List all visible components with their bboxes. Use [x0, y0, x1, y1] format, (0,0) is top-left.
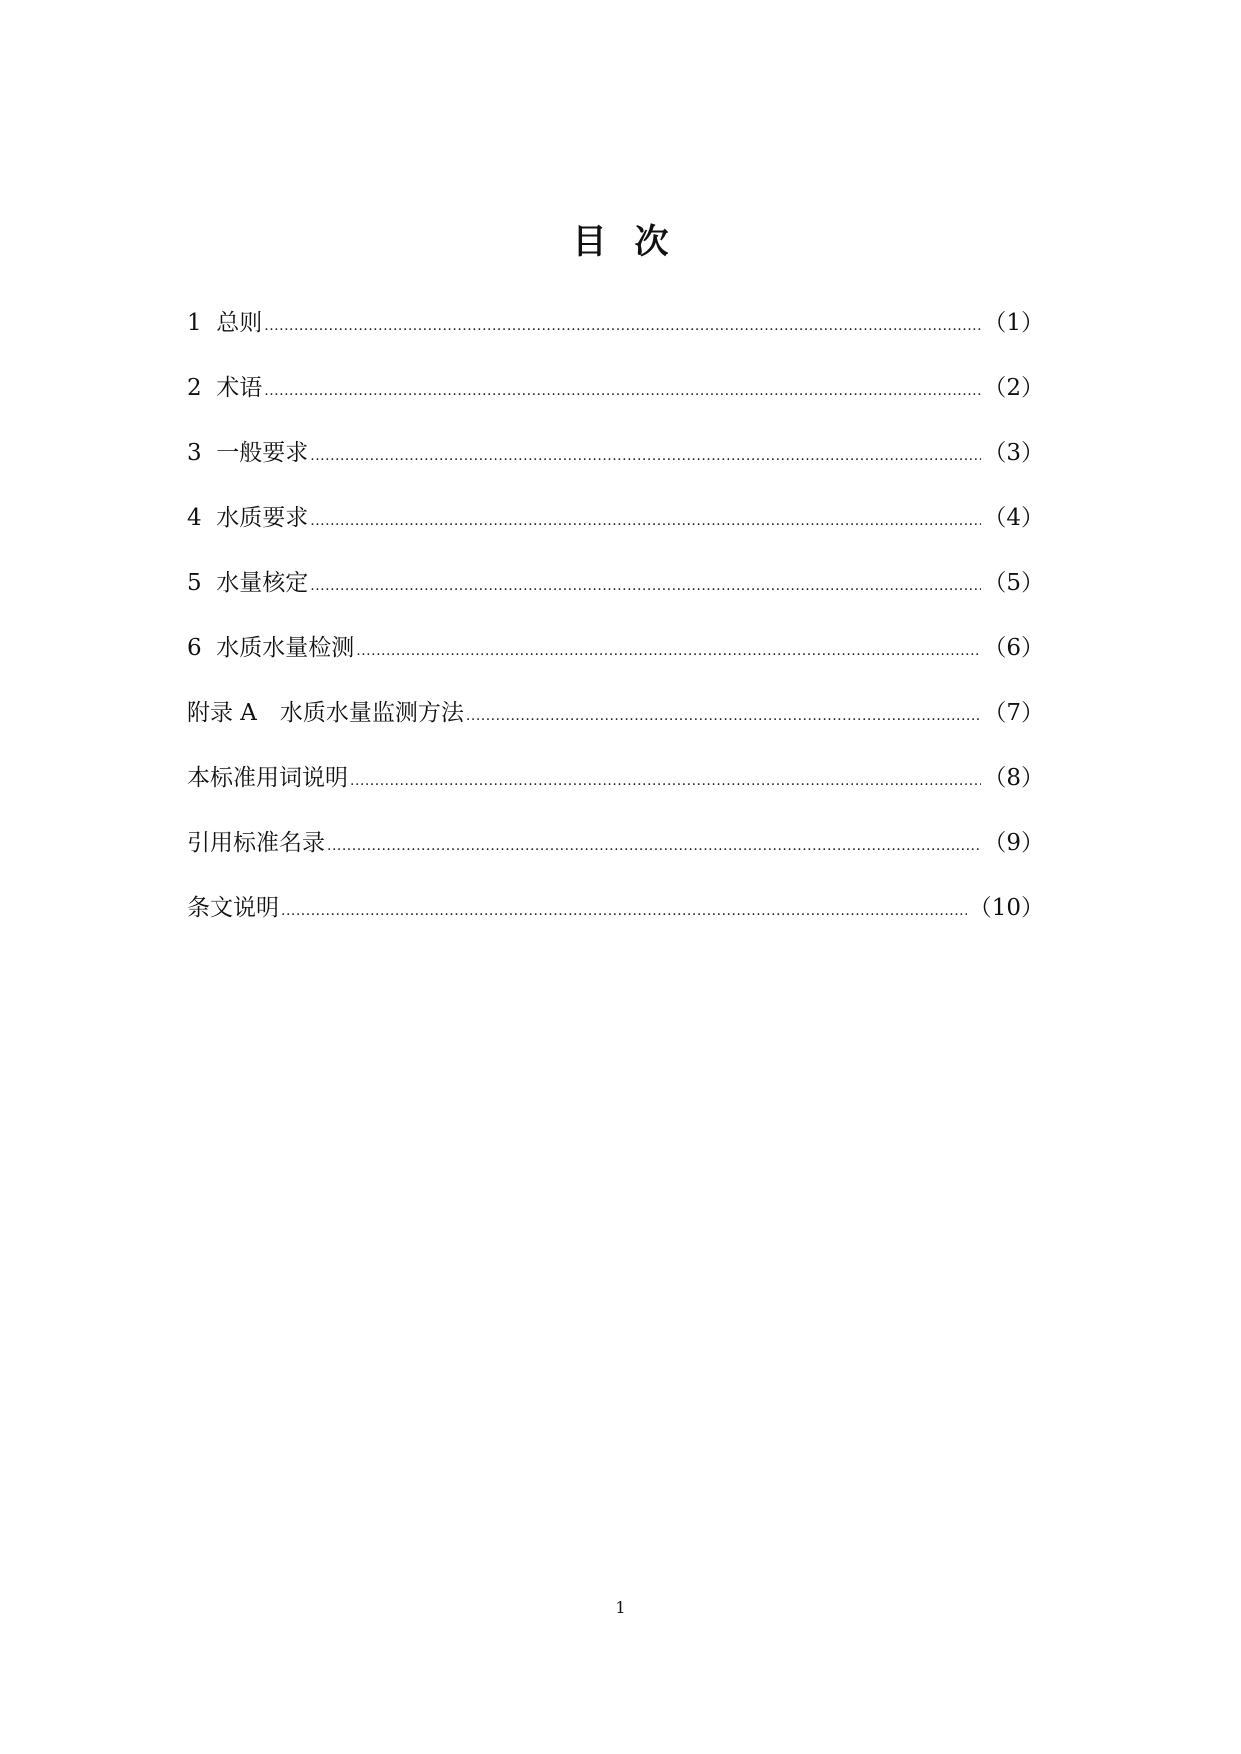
toc-entry-label: 本标准用词说明	[187, 765, 348, 791]
toc-leader-dots	[327, 831, 981, 861]
toc-entry-general-provisions[interactable]	[187, 308, 1044, 373]
toc-entry-water-quality-requirements[interactable]	[187, 503, 1044, 568]
toc-entry-page: （3）	[983, 440, 1044, 466]
toc-entry-wording-explanation[interactable]	[187, 763, 1044, 828]
toc-entry-page: （5）	[983, 570, 1044, 596]
toc-entry-page: （6）	[983, 635, 1044, 661]
table-of-contents	[187, 308, 1044, 958]
toc-entry-label: 2 术语	[187, 375, 263, 401]
toc-entry-water-quantity-verification[interactable]	[187, 568, 1044, 633]
toc-leader-dots	[310, 571, 981, 601]
toc-entry-label: 4 水质要求	[187, 505, 309, 531]
toc-entry-label: 条文说明	[187, 895, 279, 921]
toc-leader-dots	[281, 896, 967, 926]
toc-entry-page: （4）	[983, 505, 1044, 531]
toc-entry-page: （9）	[983, 830, 1044, 856]
toc-entry-page: （1）	[983, 310, 1044, 336]
toc-entry-label: 3 一般要求	[187, 440, 309, 466]
toc-leader-dots	[264, 311, 981, 341]
page-title	[0, 222, 1241, 262]
toc-leader-dots	[466, 701, 981, 731]
toc-leader-dots	[264, 376, 981, 406]
toc-entry-page: （10）	[968, 895, 1044, 921]
page-number: 1	[615, 1598, 626, 1617]
title-part-1: 目	[572, 222, 607, 262]
toc-entry-water-testing[interactable]	[187, 633, 1044, 698]
title-part-2: 次	[634, 222, 669, 262]
toc-entry-page: （2）	[983, 375, 1044, 401]
toc-entry-label: 6 水质水量检测	[187, 635, 355, 661]
toc-leader-dots	[310, 506, 981, 536]
toc-entry-label: 引用标准名录	[187, 830, 325, 856]
toc-leader-dots	[310, 441, 981, 471]
toc-leader-dots	[356, 636, 981, 666]
toc-entry-label: 5 水量核定	[187, 570, 309, 596]
toc-entry-terms[interactable]	[187, 373, 1044, 438]
toc-leader-dots	[350, 766, 981, 796]
toc-entry-page: （8）	[983, 765, 1044, 791]
toc-entry-general-requirements[interactable]	[187, 438, 1044, 503]
toc-entry-clause-explanation[interactable]	[187, 893, 1044, 958]
toc-entry-label: 1 总则	[187, 310, 263, 336]
toc-entry-page: （7）	[983, 700, 1044, 726]
toc-entry-appendix-a[interactable]	[187, 698, 1044, 763]
toc-entry-label: 附录 A 水质水量监测方法	[187, 700, 464, 726]
toc-entry-referenced-standards[interactable]	[187, 828, 1044, 893]
